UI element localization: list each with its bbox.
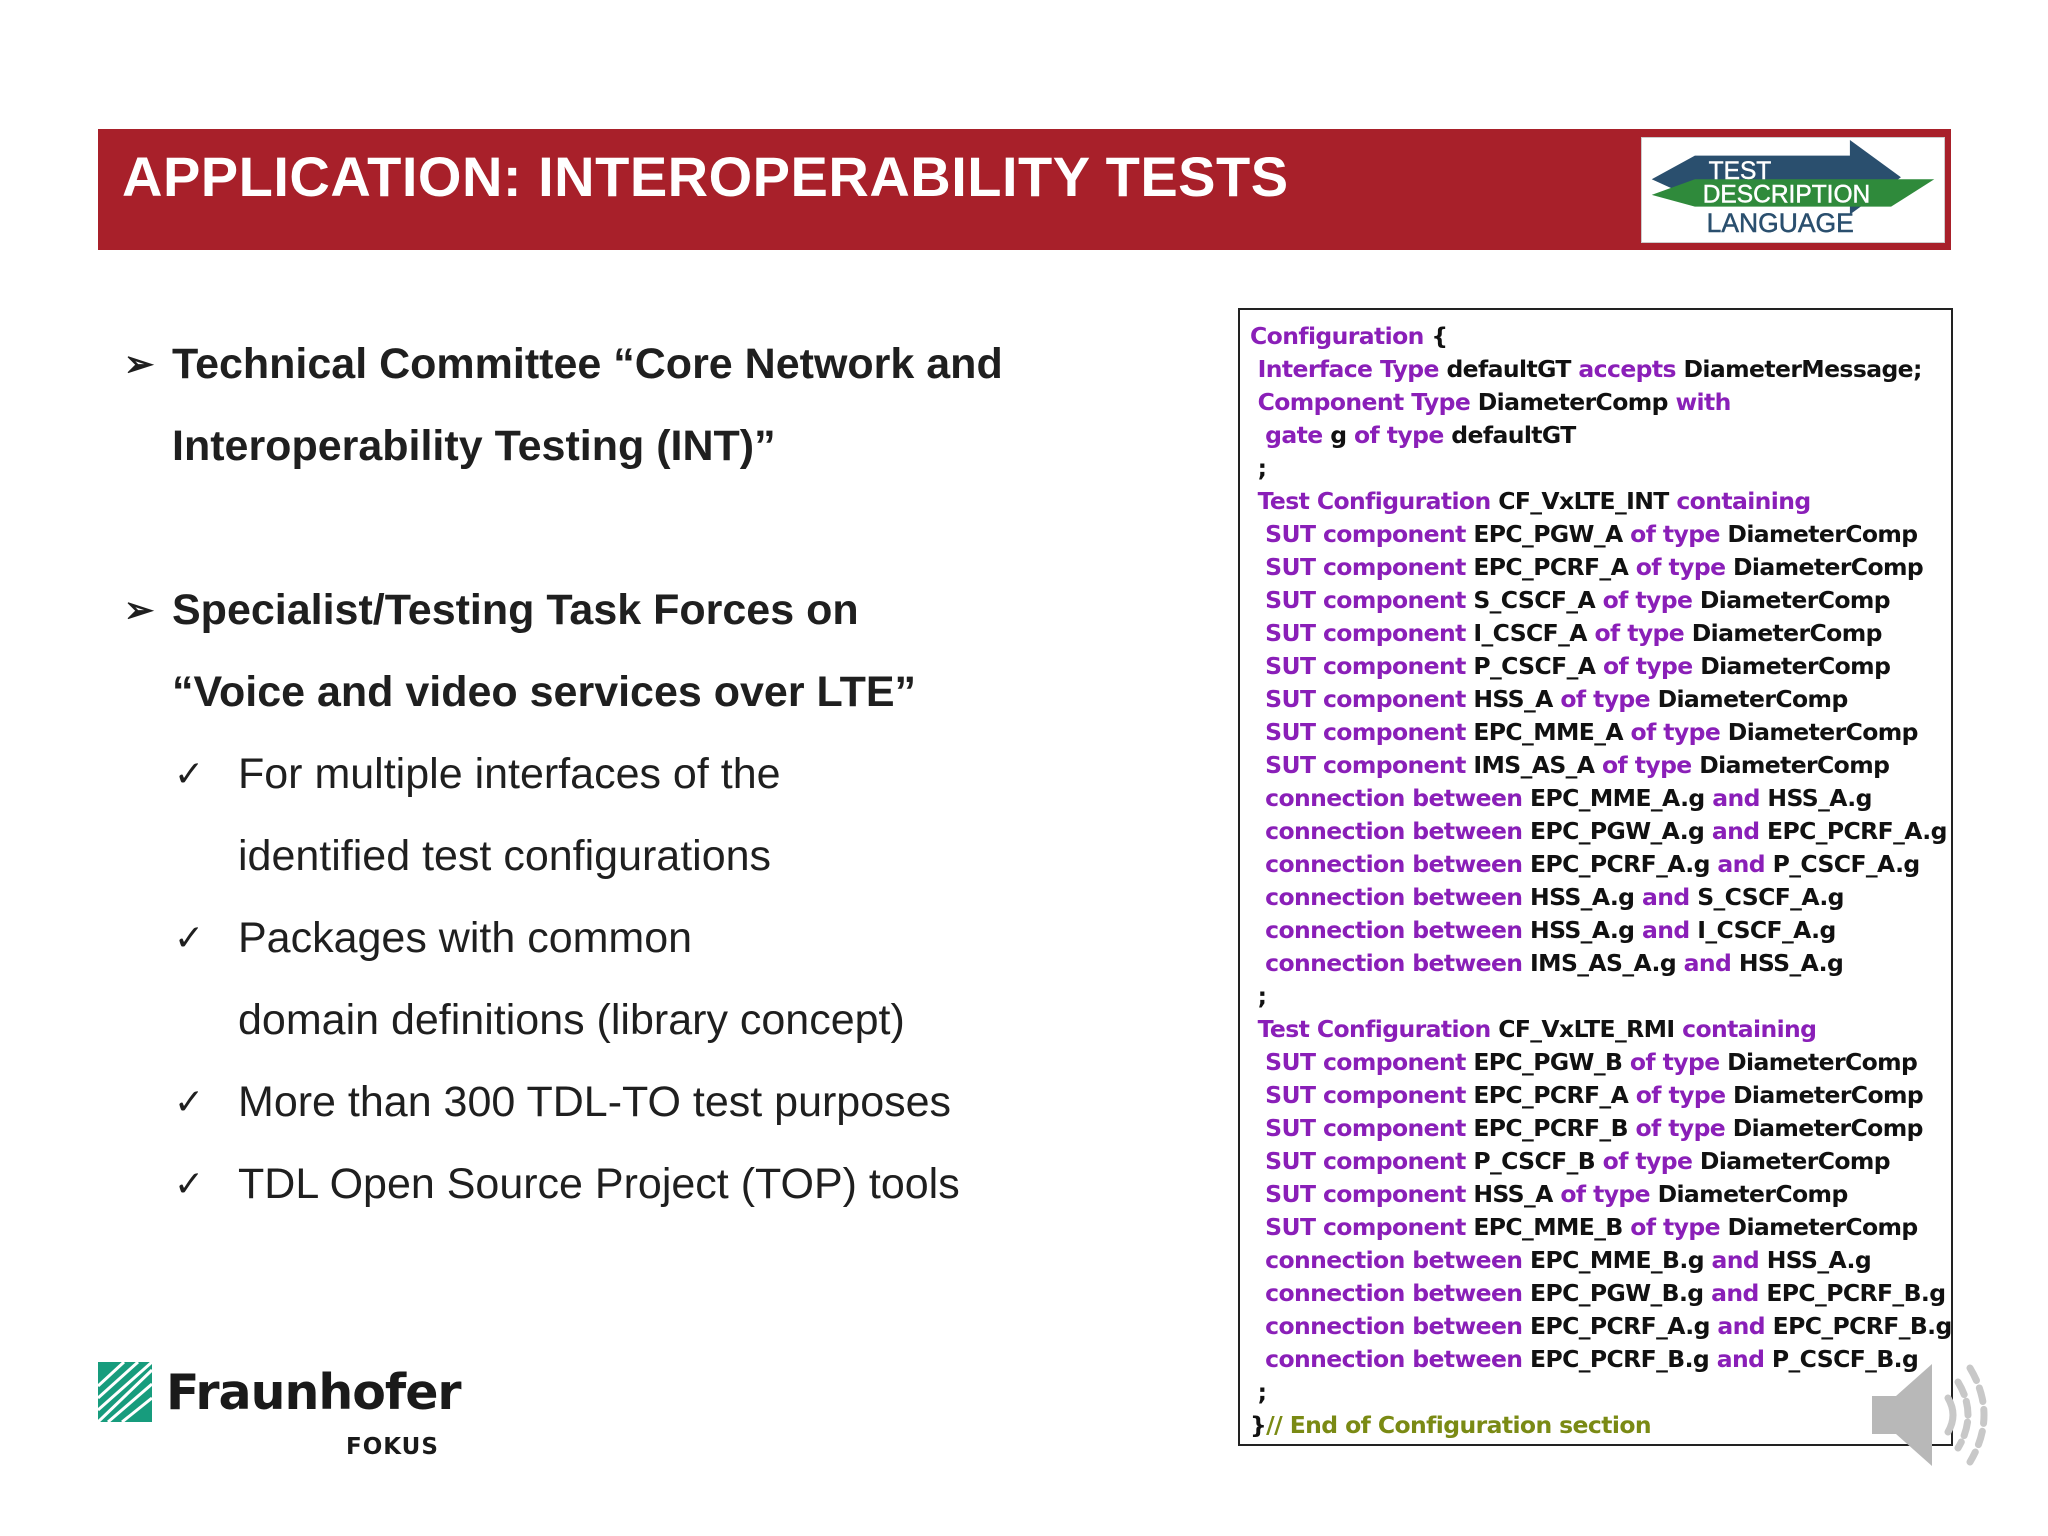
code-line [1250, 947, 1951, 980]
code-keyword: Test Configuration [1250, 1015, 1499, 1043]
code-identifier: EPC_MME_B [1473, 1213, 1631, 1241]
code-line [1250, 584, 1951, 617]
code-keyword: SUT component [1250, 619, 1474, 647]
code-identifier: EPC_MME_A [1473, 718, 1631, 746]
code-line [1250, 650, 1951, 683]
code-identifier: EPC_PCRF_B [1473, 1114, 1636, 1142]
code-keyword: SUT component [1250, 718, 1474, 746]
code-keyword: of type [1594, 619, 1692, 647]
code-identifier: EPC_PCRF_A [1473, 1081, 1636, 1109]
bullet-1-line-2: Interoperability Testing (INT)” [172, 422, 776, 470]
code-line [1250, 1277, 1951, 1310]
code-line [1250, 452, 1951, 485]
code-keyword: connection between [1250, 949, 1531, 977]
code-identifier: DiameterComp [1657, 685, 1848, 713]
code-line [1250, 485, 1951, 518]
sub-bullet [120, 733, 1120, 815]
code-identifier: DiameterComp [1699, 751, 1890, 779]
code-keyword: gate [1250, 421, 1331, 449]
sub-bullet-text: TDL Open Source Project (TOP) tools [238, 1160, 960, 1208]
code-keyword: Test Configuration [1250, 487, 1499, 515]
sub-bullet [120, 1061, 1120, 1143]
code-keyword: connection between [1250, 817, 1531, 845]
code-keyword: of type [1635, 553, 1733, 581]
code-line [1250, 815, 1951, 848]
code-identifier: DiameterComp [1727, 1213, 1918, 1241]
code-keyword: and [1711, 1279, 1767, 1307]
code-line [1250, 980, 1951, 1013]
bullet-item-2-continued [120, 651, 1120, 733]
code-identifier: DiameterComp [1700, 652, 1891, 680]
tdl-logo-graphic [1642, 138, 1944, 242]
logo-line-2: DESCRIPTION [1702, 181, 1871, 209]
code-keyword: containing [1676, 487, 1811, 515]
code-identifier: DiameterComp [1733, 1081, 1924, 1109]
code-identifier: CF_VxLTE_RMI [1498, 1015, 1683, 1043]
code-keyword: connection between [1250, 1246, 1531, 1274]
code-listing [1238, 308, 1953, 1446]
code-line [1250, 1178, 1951, 1211]
code-line [1250, 1046, 1951, 1079]
sub-bullet-text: domain definitions (library concept) [238, 996, 905, 1044]
code-line [1250, 617, 1951, 650]
code-identifier: HSS_A.g [1767, 784, 1872, 812]
code-keyword: Interface Type [1250, 355, 1447, 383]
code-identifier: HSS_A.g [1530, 916, 1642, 944]
code-line [1250, 914, 1951, 947]
code-keyword: and [1641, 883, 1698, 911]
code-keyword: of type [1602, 652, 1701, 680]
code-line [1250, 716, 1951, 749]
code-keyword: SUT component [1250, 553, 1474, 581]
code-identifier: EPC_PGW_B.g [1530, 1279, 1712, 1307]
code-line [1250, 1376, 1951, 1409]
code-identifier: EPC_PGW_B [1473, 1048, 1630, 1076]
code-keyword: connection between [1250, 850, 1531, 878]
code-identifier: EPC_PCRF_A.g [1530, 1312, 1718, 1340]
code-identifier: EPC_PCRF_A.g [1767, 817, 1947, 845]
code-line [1250, 749, 1951, 782]
code-line [1250, 782, 1951, 815]
speaker-graphic [1862, 1346, 2000, 1484]
code-identifier: S_CSCF_A [1473, 586, 1603, 614]
checkmark-icon: ✓ [174, 1163, 205, 1204]
fraunhofer-institute: FOKUS [346, 1434, 439, 1460]
code-line [1250, 1343, 1951, 1376]
code-keyword: and [1716, 1345, 1772, 1373]
code-identifier: DiameterComp [1477, 388, 1676, 416]
logo-line-3: LANGUAGE [1706, 208, 1854, 239]
code-identifier: HSS_A.g [1766, 1246, 1872, 1274]
code-line [1250, 848, 1951, 881]
code-identifier: DiameterComp [1727, 1048, 1918, 1076]
code-identifier: IMS_AS_A.g [1530, 949, 1684, 977]
speaker-icon[interactable] [1862, 1346, 2000, 1484]
code-identifier: I_CSCF_A.g [1697, 916, 1836, 944]
code-keyword: and [1711, 817, 1768, 845]
sub-bullet-continued [120, 979, 1120, 1061]
code-identifier: S_CSCF_A.g [1697, 883, 1844, 911]
code-identifier: EPC_PGW_A [1473, 520, 1631, 548]
code-keyword: SUT component [1250, 1048, 1474, 1076]
code-identifier: EPC_PGW_A.g [1530, 817, 1712, 845]
code-keyword: of type [1630, 718, 1728, 746]
code-keyword: connection between [1250, 916, 1531, 944]
code-keyword: SUT component [1250, 751, 1474, 779]
checkmark-icon: ✓ [174, 753, 205, 794]
bullet-1-line-1: Technical Committee “Core Network and [172, 340, 1003, 388]
code-keyword: connection between [1250, 1312, 1531, 1340]
code-keyword: connection between [1250, 1345, 1531, 1373]
code-identifier: ; [1250, 454, 1267, 482]
title-bar [98, 129, 1951, 250]
code-line [1250, 419, 1951, 452]
code-identifier: } [1250, 1411, 1267, 1439]
sub-bullet-continued [120, 815, 1120, 897]
code-line [1250, 1310, 1951, 1343]
code-line [1250, 1409, 1951, 1442]
code-keyword: and [1717, 850, 1773, 878]
code-keyword: SUT component [1250, 1081, 1474, 1109]
code-keyword: connection between [1250, 1279, 1531, 1307]
code-line [1250, 386, 1951, 419]
code-identifier: DiameterComp [1657, 1180, 1848, 1208]
code-identifier: EPC_PCRF_A [1473, 553, 1636, 581]
code-keyword: of type [1629, 1048, 1728, 1076]
code-identifier: EPC_MME_A.g [1530, 784, 1713, 812]
code-keyword: of type [1635, 1114, 1733, 1142]
code-identifier: DiameterComp [1691, 619, 1882, 647]
code-line [1250, 683, 1951, 716]
code-identifier: P_CSCF_A [1473, 652, 1603, 680]
tdl-logo [1641, 137, 1945, 243]
code-keyword: SUT component [1250, 586, 1474, 614]
code-keyword: accepts [1578, 355, 1684, 383]
fraunhofer-mark-icon [98, 1362, 152, 1422]
fraunhofer-logo [98, 1362, 461, 1466]
slide-title: APPLICATION: INTEROPERABILITY TESTS [122, 145, 1289, 208]
code-identifier: I_CSCF_A [1473, 619, 1595, 647]
code-identifier: DiameterComp [1727, 520, 1918, 548]
bullet-2-line-2: “Voice and video services over LTE” [172, 668, 917, 716]
code-keyword: of type [1630, 1213, 1728, 1241]
code-line [1250, 320, 1951, 353]
bullet-item-2 [120, 569, 1120, 651]
code-line [1250, 1079, 1951, 1112]
code-identifier: HSS_A [1473, 685, 1561, 713]
code-line [1250, 1244, 1951, 1277]
code-keyword: SUT component [1250, 1213, 1474, 1241]
sub-bullet [120, 1143, 1120, 1225]
code-identifier: ; [1250, 1378, 1267, 1406]
code-identifier: ; [1250, 982, 1267, 1010]
code-identifier: HSS_A.g [1738, 949, 1844, 977]
code-identifier: g [1330, 421, 1355, 449]
bullet-item-1-continued [120, 405, 1120, 487]
sub-bullet-text: More than 300 TDL-TO test purposes [238, 1078, 952, 1126]
code-identifier: DiameterComp [1699, 586, 1890, 614]
code-identifier: HSS_A [1473, 1180, 1561, 1208]
code-identifier: DiameterComp [1733, 553, 1924, 581]
code-identifier: P_CSCF_B [1473, 1147, 1603, 1175]
bullet-item-1 [120, 323, 1120, 405]
code-keyword: and [1717, 1312, 1773, 1340]
code-keyword: Configuration [1250, 322, 1432, 350]
checkmark-icon: ✓ [174, 1081, 205, 1122]
code-identifier: defaultGT [1451, 421, 1576, 449]
bullet-2-line-1: Specialist/Testing Task Forces on [172, 586, 859, 634]
code-keyword: of type [1601, 751, 1700, 779]
code-keyword: and [1683, 949, 1739, 977]
code-identifier: EPC_PCRF_B.g [1766, 1279, 1946, 1307]
code-identifier: defaultGT [1446, 355, 1579, 383]
code-line [1250, 1145, 1951, 1178]
code-keyword: SUT component [1250, 1147, 1474, 1175]
code-keyword: SUT component [1250, 1114, 1474, 1142]
code-identifier: P_CSCF_A.g [1772, 850, 1920, 878]
code-keyword: SUT component [1250, 652, 1474, 680]
code-keyword: of type [1354, 421, 1452, 449]
code-identifier: EPC_PCRF_B.g [1772, 1312, 1952, 1340]
code-keyword: connection between [1250, 883, 1531, 911]
code-keyword: of type [1635, 1081, 1733, 1109]
code-comment: // End of Configuration section [1266, 1411, 1651, 1439]
arrow-bullet-icon: ➢ [124, 343, 155, 384]
code-identifier: CF_VxLTE_INT [1498, 487, 1677, 515]
code-identifier: HSS_A.g [1530, 883, 1642, 911]
code-keyword: SUT component [1250, 520, 1474, 548]
code-identifier: EPC_PCRF_B.g [1530, 1345, 1717, 1373]
code-identifier: DiameterMessage; [1683, 355, 1922, 383]
code-identifier: DiameterComp [1732, 1114, 1923, 1142]
code-keyword: connection between [1250, 784, 1531, 812]
code-identifier: DiameterComp [1699, 1147, 1891, 1175]
code-keyword: with [1675, 388, 1731, 416]
sub-bullet-text: For multiple interfaces of the [238, 750, 781, 798]
code-keyword: SUT component [1250, 685, 1474, 713]
code-line [1250, 1211, 1951, 1244]
code-line [1250, 551, 1951, 584]
code-line [1250, 1013, 1951, 1046]
arrow-bullet-icon: ➢ [124, 589, 155, 630]
logo-line-1: TEST [1708, 158, 1772, 186]
code-identifier: DiameterComp [1727, 718, 1918, 746]
code-line [1250, 353, 1951, 386]
code-identifier: { [1431, 322, 1448, 350]
code-keyword: and [1711, 1246, 1767, 1274]
sub-bullet [120, 897, 1120, 979]
code-keyword: containing [1682, 1015, 1817, 1043]
code-keyword: of type [1630, 520, 1728, 548]
code-keyword: of type [1602, 586, 1700, 614]
code-identifier: EPC_PCRF_A.g [1530, 850, 1718, 878]
sub-bullet-text: identified test configurations [238, 832, 772, 880]
code-keyword: and [1641, 916, 1698, 944]
checkmark-icon: ✓ [174, 917, 205, 958]
code-keyword: Component Type [1250, 388, 1478, 416]
code-keyword: and [1712, 784, 1768, 812]
code-identifier: IMS_AS_A [1473, 751, 1602, 779]
bullet-list [120, 323, 1120, 1225]
sub-bullet-text: Packages with common [238, 914, 693, 962]
code-keyword: of type [1560, 1180, 1658, 1208]
code-line [1250, 1112, 1951, 1145]
code-line [1250, 518, 1951, 551]
fraunhofer-name: Fraunhofer [166, 1364, 461, 1421]
code-keyword: SUT component [1250, 1180, 1474, 1208]
code-keyword: of type [1602, 1147, 1700, 1175]
code-keyword: of type [1560, 685, 1658, 713]
code-identifier: P_CSCF_B.g [1771, 1345, 1919, 1373]
code-identifier: EPC_MME_B.g [1530, 1246, 1712, 1274]
code-line [1250, 881, 1951, 914]
